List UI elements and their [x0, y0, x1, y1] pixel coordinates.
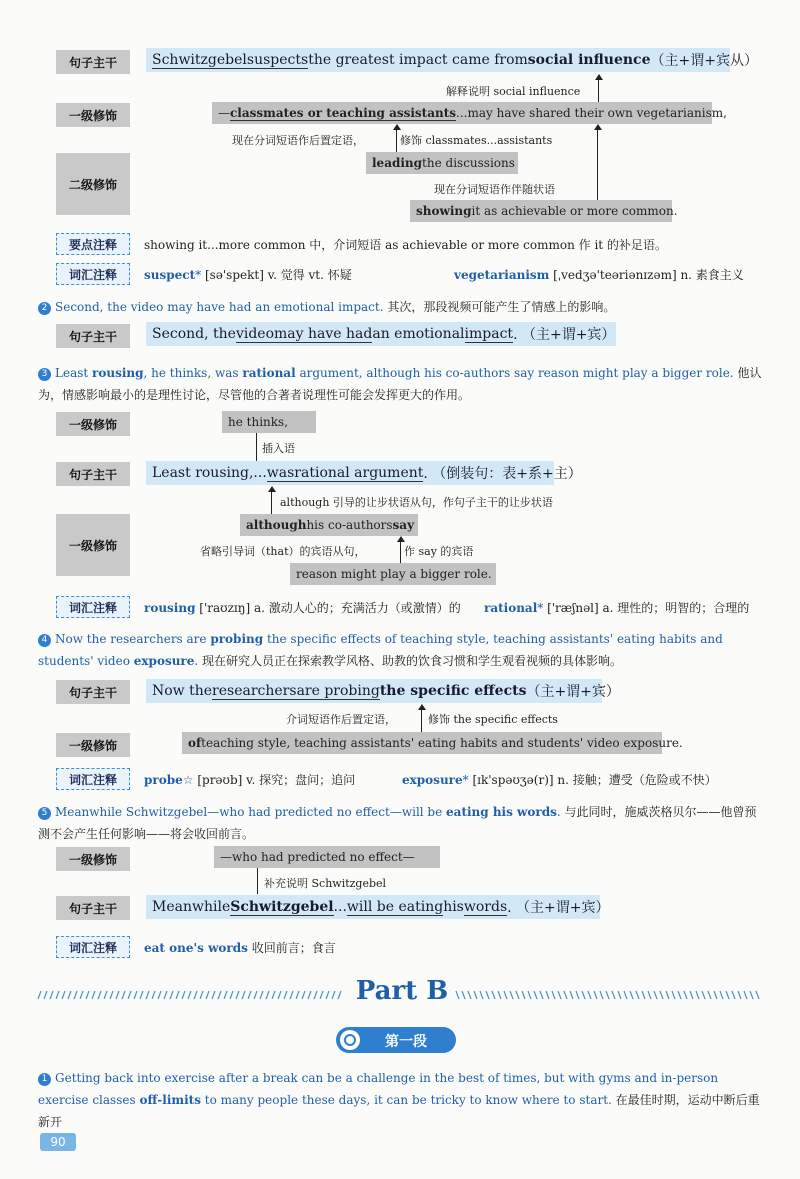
- arrow-icon: [268, 486, 276, 492]
- divider-stroke: [726, 991, 729, 999]
- divider-stroke: [236, 991, 239, 999]
- modifier-although: [240, 514, 418, 536]
- structure-note: . （倒装句：表+系+主）: [423, 466, 582, 482]
- main-sentence-1: [146, 48, 758, 72]
- vocab-def: [prəʊb] v. 探究；盘问；追问: [193, 773, 356, 787]
- sentence-cn: 与此同时，施威茨格贝尔——他曾预测不会产生任何影响——将会收回前言。: [38, 805, 757, 841]
- search-icon: [340, 1030, 360, 1050]
- note: 现在分词短语作后置定语，: [232, 134, 364, 147]
- divider-stroke: [284, 991, 287, 999]
- divider-stroke: [218, 991, 221, 999]
- structure-note: （主+谓+宾从）: [650, 53, 758, 69]
- divider-stroke: [182, 991, 185, 999]
- text: to many people these days, it can be tricky to know where to start.: [200, 1093, 612, 1107]
- modifier-lvl2-showing: [410, 200, 678, 222]
- divider-stroke: [468, 991, 471, 999]
- text: Second, the: [152, 326, 236, 342]
- sentence-4: [38, 628, 768, 672]
- number-badge: 4: [38, 634, 51, 647]
- divider-stroke: [636, 991, 639, 999]
- divider-stroke: [534, 991, 537, 999]
- divider-stroke: [86, 991, 89, 999]
- number-badge: 1: [38, 1073, 51, 1086]
- vocab-highlight: exposure: [133, 654, 195, 668]
- predicate: was: [266, 464, 295, 481]
- divider-stroke: [320, 991, 323, 999]
- vocab-word: probe: [144, 773, 183, 787]
- text: it as achievable or more common.: [471, 204, 678, 218]
- divider-stroke: [678, 991, 681, 999]
- divider-stroke: [260, 991, 263, 999]
- text: argument, although his co-authors say reason might play a bigger role.: [295, 366, 734, 380]
- predicate: may have had: [274, 325, 373, 342]
- vocab-word: exposure: [402, 773, 463, 787]
- divider-stroke: [56, 991, 59, 999]
- divider-stroke: [648, 991, 651, 999]
- divider-stroke: [486, 991, 489, 999]
- label-lvl1-3: 一级修饰: [56, 412, 130, 436]
- text: the greatest impact came from: [308, 52, 528, 68]
- connector-line: [256, 433, 257, 461]
- text: an emotional: [372, 326, 465, 342]
- sentence-en: Second, the video may have had an emotional impact.: [55, 300, 384, 314]
- note: 修饰 classmates...assistants: [400, 134, 553, 147]
- note: 修饰 the specific effects: [428, 713, 558, 726]
- divider-right: [454, 988, 764, 1002]
- main-sentence-2: [146, 322, 616, 346]
- vocab-highlight: rousing: [92, 366, 144, 380]
- divider-stroke: [558, 991, 561, 999]
- arrow-icon: [594, 124, 602, 130]
- text: the discussions: [422, 156, 515, 170]
- star: *: [537, 601, 544, 615]
- label-lvl1-1: 一级修饰: [56, 103, 130, 127]
- text-bold: although: [246, 518, 307, 532]
- divider-stroke: [522, 991, 525, 999]
- number-badge: 5: [38, 807, 51, 820]
- vocab-def: ['ræʃnəl] a. 理性的；明智的；合理的: [543, 601, 750, 615]
- text: his: [443, 899, 464, 915]
- sentence-cn: 现在研究人员正在探索教学风格、助教的饮食习惯和学生观看视频的具体影响。: [198, 654, 623, 668]
- divider-stroke: [606, 991, 609, 999]
- label-lvl2-1: 二级修饰: [56, 153, 130, 215]
- divider-stroke: [576, 991, 579, 999]
- text: —: [218, 106, 230, 120]
- paragraph-1: [38, 1067, 768, 1133]
- divider-stroke: [308, 991, 311, 999]
- subject-bold: Schwitzgebel: [230, 898, 334, 915]
- section-badge: [336, 1027, 456, 1053]
- vocab-word: eat one's words: [144, 941, 248, 955]
- sentence-cn: 在最佳时期，运动中断后重新开: [38, 1093, 760, 1129]
- vocab-probe: [144, 771, 355, 788]
- star: ☆: [182, 773, 194, 787]
- sentence-cn: 其次，那段视频可能产生了情感上的影响。: [383, 300, 616, 314]
- note: 解释说明 social influence: [446, 85, 581, 98]
- divider-stroke: [720, 991, 723, 999]
- vocab-def: ['raʊzɪŋ] a. 激动人心的；充满活力（或激情）的: [195, 601, 461, 615]
- text-bold: classmates or teaching assistants: [230, 105, 457, 120]
- structure-note: . （主+谓+宾）: [507, 900, 610, 916]
- text-bold: say: [392, 518, 415, 532]
- divider-left: [36, 988, 346, 1002]
- divider-stroke: [714, 991, 717, 999]
- divider-stroke: [104, 991, 107, 999]
- predicate: are probing: [296, 682, 380, 699]
- divider-stroke: [588, 991, 591, 999]
- text: .: [194, 654, 199, 668]
- divider-stroke: [666, 991, 669, 999]
- divider-stroke: [68, 991, 71, 999]
- key-note: showing it...more common 中，介词短语 as achievable or more common 作 it 的补足语。: [144, 238, 667, 252]
- text-bold: leading: [372, 156, 423, 170]
- divider-stroke: [528, 991, 531, 999]
- divider-stroke: [224, 991, 227, 999]
- object-bold: the specific effects: [379, 683, 527, 699]
- predicate: will be eating: [346, 898, 444, 915]
- modifier-reason: [290, 563, 496, 585]
- text: his co-authors: [306, 518, 393, 532]
- text-bold: of: [188, 736, 202, 750]
- sentence-3: [38, 362, 768, 406]
- number-badge: 3: [38, 368, 51, 381]
- text: Now the: [152, 683, 213, 699]
- vocab-word: rousing: [144, 601, 196, 615]
- vocab-word: suspect: [144, 268, 196, 282]
- divider-stroke: [188, 991, 191, 999]
- divider-stroke: [618, 991, 621, 999]
- label-lvl1b-3: 一级修饰: [56, 514, 130, 576]
- main-sentence-3: [146, 461, 582, 485]
- divider-stroke: [504, 991, 507, 999]
- divider-stroke: [170, 991, 173, 999]
- number-badge: 2: [38, 302, 51, 315]
- divider-stroke: [116, 991, 119, 999]
- label-main-3: 句子主干: [56, 462, 130, 486]
- text: teaching style, teaching assistants' eating habits and students' video exposure.: [201, 736, 683, 750]
- vocab-highlight: eating his words: [446, 805, 557, 819]
- divider-stroke: [248, 991, 251, 999]
- modifier-lvl1: [212, 102, 727, 124]
- divider-stroke: [152, 991, 155, 999]
- divider-stroke: [546, 991, 549, 999]
- part-title: Part B: [355, 976, 449, 1006]
- divider-stroke: [642, 991, 645, 999]
- vocab-eat-words: [144, 939, 336, 956]
- vocab-suspect: suspect* [sə'spekt] v. 觉得 vt. 怀疑: [144, 268, 352, 282]
- divider-stroke: [50, 991, 53, 999]
- divider-stroke: [582, 991, 585, 999]
- divider-stroke: [110, 991, 113, 999]
- sentence-cn: 他认为，情感影响最小的是理性讨论，尽管他的合著者说理性可能会发挥更大的作用。: [38, 366, 762, 402]
- label-vocab-4: 词汇注释: [56, 768, 130, 790]
- divider-stroke: [122, 991, 125, 999]
- text: , he thinks, was: [143, 366, 243, 380]
- divider-stroke: [92, 991, 95, 999]
- modifier-of-teaching: [182, 732, 683, 754]
- label-vocab-5: 词汇注释: [56, 936, 130, 958]
- connector-line: [257, 868, 258, 894]
- divider-stroke: [266, 991, 269, 999]
- structure-note: . （主+谓+宾）: [513, 327, 616, 343]
- structure-note: （主+谓+宾）: [526, 684, 620, 700]
- label-main-4: 句子主干: [56, 680, 130, 704]
- divider-stroke: [290, 991, 293, 999]
- divider-stroke: [612, 991, 615, 999]
- note: although 引导的让步状语从句，作句子主干的让步状语: [280, 496, 553, 509]
- divider-stroke: [134, 991, 137, 999]
- divider-stroke: [564, 991, 567, 999]
- label-main-2: 句子主干: [56, 324, 130, 348]
- vocab-word: vegetarianism: [454, 268, 550, 282]
- text: ...: [333, 899, 347, 915]
- divider-stroke: [98, 991, 101, 999]
- vocab-highlight: off-limits: [139, 1093, 201, 1107]
- connector-line: [598, 78, 599, 102]
- text: ...may have shared their own vegetarianism,: [456, 106, 727, 120]
- label-main-1: 句子主干: [56, 50, 130, 74]
- sentence-2: [38, 296, 768, 318]
- divider-stroke: [600, 991, 603, 999]
- modifier-he-thinks: [222, 411, 316, 433]
- text: —who had predicted no effect—: [220, 850, 415, 864]
- divider-stroke: [146, 991, 149, 999]
- divider-stroke: [732, 991, 735, 999]
- divider-stroke: [278, 991, 281, 999]
- vocab-highlight: probing: [210, 632, 264, 646]
- text-bold: showing: [416, 204, 472, 218]
- divider-stroke: [498, 991, 501, 999]
- object-bold: social influence: [527, 52, 651, 68]
- divider-stroke: [212, 991, 215, 999]
- divider-stroke: [708, 991, 711, 999]
- divider-stroke: [480, 991, 483, 999]
- vocab-rational: [484, 599, 749, 616]
- divider-stroke: [128, 991, 131, 999]
- connector-line: [271, 490, 272, 514]
- divider-stroke: [750, 991, 753, 999]
- divider-stroke: [338, 991, 341, 999]
- divider-stroke: [690, 991, 693, 999]
- divider-stroke: [80, 991, 83, 999]
- main-sentence-5: [146, 895, 610, 919]
- object: impact: [464, 325, 514, 342]
- divider-stroke: [74, 991, 77, 999]
- text: Meanwhile: [152, 899, 231, 915]
- subject: researchers: [212, 682, 297, 699]
- vocab-def: [ˌvedʒə'teəriənɪzəm] n. 素食主义: [549, 268, 744, 282]
- predicate: suspects: [246, 51, 309, 68]
- divider-stroke: [456, 991, 459, 999]
- vocab-exposure: [402, 771, 717, 788]
- text: Now the researchers are: [55, 632, 211, 646]
- section-label: 第一段: [385, 1034, 427, 1050]
- divider-stroke: [164, 991, 167, 999]
- modifier-who-had: [214, 846, 440, 868]
- divider-stroke: [158, 991, 161, 999]
- text: he thinks,: [228, 415, 289, 429]
- divider-stroke: [332, 991, 335, 999]
- main-sentence-4: [146, 679, 620, 703]
- divider-stroke: [194, 991, 197, 999]
- subject: Schwitzgebel: [152, 51, 247, 68]
- divider-stroke: [462, 991, 465, 999]
- divider-stroke: [738, 991, 741, 999]
- divider-stroke: [702, 991, 705, 999]
- note: 补充说明 Schwitzgebel: [264, 877, 387, 890]
- label-vocab-3: 词汇注释: [56, 596, 130, 618]
- divider-stroke: [492, 991, 495, 999]
- divider-stroke: [630, 991, 633, 999]
- divider-stroke: [302, 991, 305, 999]
- divider-stroke: [230, 991, 233, 999]
- text: Getting back into exercise after a break can be a challenge in the best of times, but with gyms and in-person exercise classes: [38, 1071, 719, 1107]
- vocab-def: 收回前言；食言: [247, 941, 336, 955]
- text: .: [556, 805, 561, 819]
- note: 省略引导词（that）的宾语从句，: [200, 545, 366, 558]
- divider-stroke: [540, 991, 543, 999]
- divider-stroke: [570, 991, 573, 999]
- label-main-5: 句子主干: [56, 896, 130, 920]
- arrow-icon: [418, 704, 426, 710]
- text: the specific effects of teaching style, teaching assistants' eating habits and students' video: [38, 632, 723, 668]
- arrow-icon: [595, 74, 603, 80]
- divider-stroke: [474, 991, 477, 999]
- divider-stroke: [272, 991, 275, 999]
- label-vocab-1: 词汇注释: [56, 263, 130, 285]
- divider-stroke: [326, 991, 329, 999]
- note: 现在分词短语作伴随状语: [434, 183, 555, 196]
- arrow-icon: [393, 124, 401, 130]
- vocab-def: [sə'spekt] v. 觉得 vt. 怀疑: [201, 268, 352, 282]
- divider-stroke: [206, 991, 209, 999]
- sentence-5: [38, 801, 768, 845]
- note: 介词短语作后置定语，: [286, 713, 396, 726]
- divider-stroke: [516, 991, 519, 999]
- divider-stroke: [624, 991, 627, 999]
- text: Meanwhile Schwitzgebel—who had predicted no effect—will be: [55, 805, 447, 819]
- divider-stroke: [296, 991, 299, 999]
- vocab-def: [ɪk'spəʊʒə(r)] n. 接触；遭受（危险或不快）: [468, 773, 717, 787]
- vocab-rousing: [144, 599, 461, 616]
- vocab-highlight: rational: [242, 366, 296, 380]
- divider-stroke: [696, 991, 699, 999]
- divider-stroke: [684, 991, 687, 999]
- star: *: [462, 773, 469, 787]
- divider-stroke: [756, 991, 759, 999]
- object: words: [463, 898, 508, 915]
- note: 插入语: [262, 442, 295, 455]
- label-lvl1-5: 一级修饰: [56, 847, 130, 871]
- divider-stroke: [200, 991, 203, 999]
- modifier-lvl2-leading: [366, 152, 518, 174]
- arrow-icon: [397, 536, 405, 542]
- divider-stroke: [254, 991, 257, 999]
- divider-stroke: [744, 991, 747, 999]
- text: Least rousing,...: [152, 465, 267, 481]
- connector-line: [597, 128, 598, 200]
- divider-stroke: [660, 991, 663, 999]
- divider-stroke: [176, 991, 179, 999]
- divider-stroke: [44, 991, 47, 999]
- vocab-vegetarianism: [454, 266, 744, 283]
- divider-stroke: [594, 991, 597, 999]
- label-key-1: 要点注释: [56, 233, 130, 255]
- divider-stroke: [242, 991, 245, 999]
- divider-stroke: [140, 991, 143, 999]
- divider-stroke: [62, 991, 65, 999]
- text: reason might play a bigger role.: [296, 567, 492, 581]
- connector-line: [396, 128, 397, 152]
- divider-stroke: [510, 991, 513, 999]
- divider-stroke: [314, 991, 317, 999]
- divider-stroke: [552, 991, 555, 999]
- note: 作 say 的宾语: [404, 545, 474, 558]
- label-lvl1-4: 一级修饰: [56, 733, 130, 757]
- page-number: 90: [40, 1133, 76, 1151]
- subject: rational argument: [294, 464, 424, 481]
- connector-line: [421, 708, 422, 733]
- divider-stroke: [38, 991, 41, 999]
- connector-line: [400, 540, 401, 564]
- subject: video: [235, 325, 275, 342]
- vocab-word: rational: [484, 601, 538, 615]
- divider-stroke: [672, 991, 675, 999]
- text: Least: [55, 366, 93, 380]
- divider-stroke: [654, 991, 657, 999]
